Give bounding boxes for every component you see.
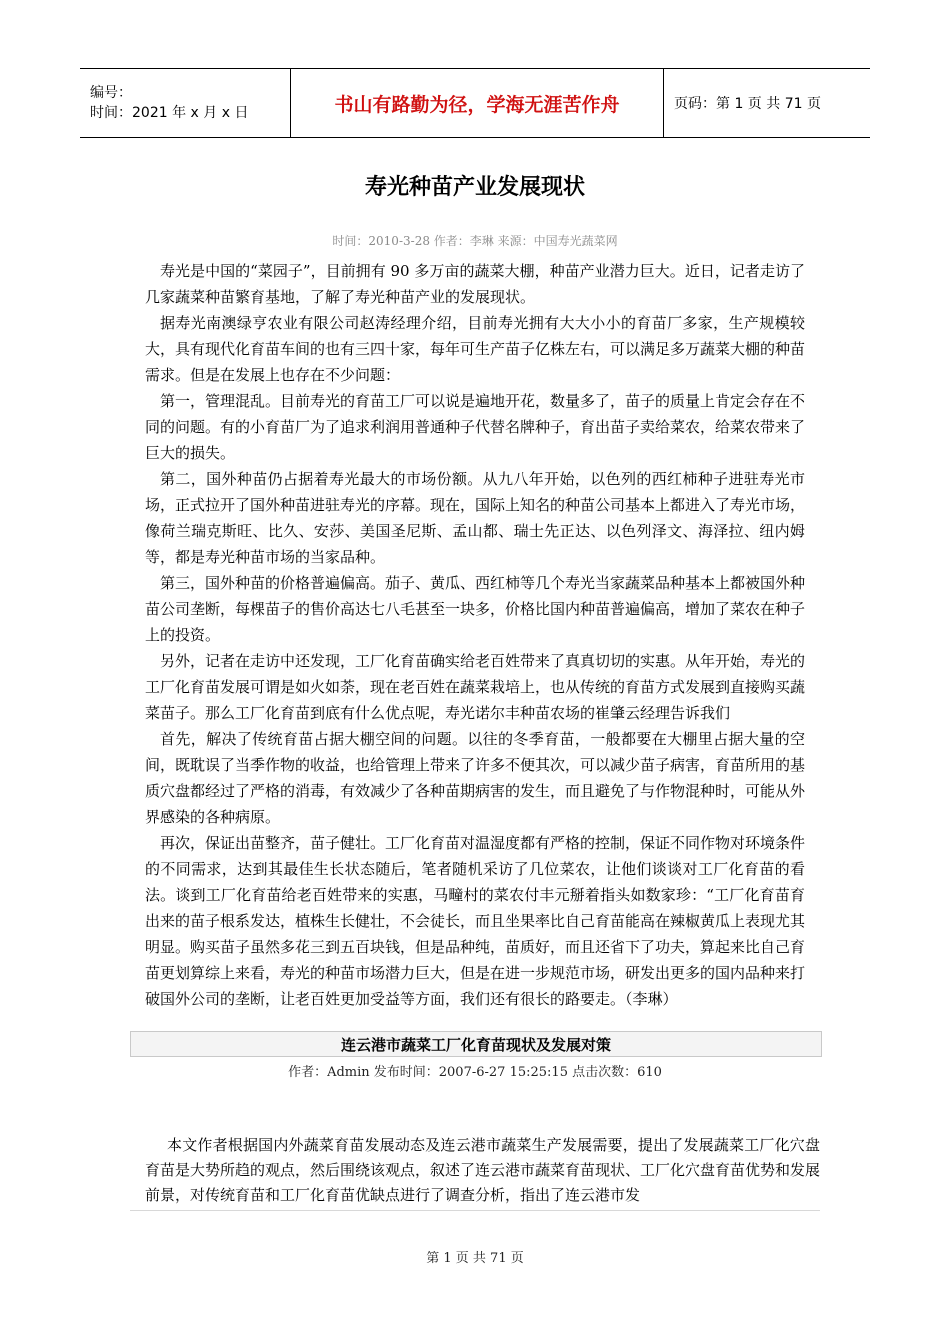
time-label: 时间：2021 年 x 月 x 日: [90, 105, 249, 121]
paragraph: 寿光是中国的“菜园子”，目前拥有 90 多万亩的蔬菜大棚，种苗产业潜力巨大。近日，记者走访了几家蔬菜种苗繁育基地，了解了寿光种苗产业的发展现状。: [145, 262, 805, 306]
sub-article-title: 连云港市蔬菜工厂化育苗现状及发展对策: [340, 1035, 611, 1054]
number-label: 编号：: [90, 85, 132, 101]
article-title: 寿光种苗产业发展现状: [364, 175, 585, 200]
sub-article-meta: 作者：Admin 发布时间：2007-6-27 15:25:15 点击次数：610: [288, 1065, 662, 1080]
header-info-cell: [80, 69, 290, 137]
sub-article-abstract: [145, 1133, 820, 1208]
sub-article-title-bar: [130, 1031, 822, 1057]
article-body: [145, 258, 805, 1012]
header-table: [80, 68, 870, 138]
divider: [130, 1210, 820, 1211]
motto-cell: [290, 69, 664, 137]
paragraph: 再次，保证出苗整齐，苗子健壮。工厂化育苗对温湿度都有严格的控制，保证不同作物对环境条件的不同需求，达到其最佳生长状态随后，笔者随机采访了几位菜农，让他们谈谈对工厂化育苗的看法。谈到工厂化育苗给老百姓带来的实惠，马疃村的菜农付丰元掰着指头如数家珍：“工厂化育苗育出来的苗子根系发达，植株生长健壮，不会徒长，而且坐果率比自己育苗能高在辣椒黄瓜上表现尤其明显。购买苗子虽然多花三到五百块钱，但是品种纯，苗质好，而且还省下了功夫，算起来比自己育苗更划算综上来看，寿光的种苗市场潜力巨大，但是在进一步规范市场，研发出更多的国内品种来打破国外公司的垄断，让老百姓更加受益等方面，我们还有很长的路要走。（李琳）: [145, 834, 806, 1008]
paragraph: 另外，记者在走访中还发现，工厂化育苗确实给老百姓带来了真真切切的实惠。从年开始，寿光的工厂化育苗发展可谓是如火如荼，现在老百姓在蔬菜栽培上，也从传统的育苗方式发展到直接购买蔬菜苗子。那么工厂化育苗到底有什么优点呢，寿光诺尔丰种苗农场的崔肇云经理告诉我们: [145, 652, 806, 722]
motto-text: 书山有路勤为径，学海无涯苦作舟: [334, 93, 620, 116]
abstract-paragraph: 本文作者根据国内外蔬菜育苗发展动态及连云港市蔬菜生产发展需要，提出了发展蔬菜工厂化穴盘育苗是大势所趋的观点，然后围绕该观点，叙述了连云港市蔬菜育苗现状、工厂化穴盘育苗优势和发展前景，对传统育苗和工厂化育苗优缺点进行了调查分析，指出了连云港市发: [145, 1136, 821, 1204]
paragraph: 据寿光南澳绿亨农业有限公司赵涛经理介绍，目前寿光拥有大大小小的育苗厂多家，生产规模较大，具有现代化育苗车间的也有三四十家，每年可生产苗子亿株左右，可以满足多万蔬菜大棚的种苗需求。但是在发展上也存在不少问题：: [145, 314, 806, 384]
paragraph: 第三，国外种苗的价格普遍偏高。茄子、黄瓜、西红柿等几个寿光当家蔬菜品种基本上都被国外种苗公司垄断，每棵苗子的售价高达七八毛甚至一块多，价格比国内种苗普遍偏高，增加了菜农在种子上的投资。: [145, 574, 806, 644]
page-number-cell: [664, 69, 870, 137]
paragraph: 第一，管理混乱。目前寿光的育苗工厂可以说是遍地开花，数量多了，苗子的质量上肯定会存在不同的问题。有的小育苗厂为了追求利润用普通种子代替名牌种子，育出苗子卖给菜农，给菜农带来了巨大的损失。: [145, 392, 806, 462]
paragraph: 第二，国外种苗仍占据着寿光最大的市场份额。从九八年开始，以色列的西红柿种子进驻寿光市场，正式拉开了国外种苗进驻寿光的序幕。现在，国际上知名的种苗公司基本上都进入了寿光市场，像荷兰瑞克斯旺、比久、安莎、美国圣尼斯、孟山都、瑞士先正达、以色列泽文、海泽拉、纽内姆等，都是寿光种苗市场的当家品种。: [145, 470, 806, 566]
article-meta: 时间：2010-3-28 作者：李琳 来源：中国寿光蔬菜网: [332, 234, 618, 248]
paragraph: 首先，解决了传统育苗占据大棚空间的问题。以往的冬季育苗，一般都要在大棚里占据大量的空间，既耽误了当季作物的收益，也给管理上带来了许多不便其次，可以减少苗子病害，育苗所用的基质穴盘都经过了严格的消毒，有效减少了各种苗期病害的发生，而且避免了与作物混种时，可能从外界感染的各种病原。: [145, 730, 806, 826]
page-number-label: 页码：第 1 页 共 71 页: [674, 96, 821, 112]
page-footer: 第 1 页 共 71 页: [426, 1251, 524, 1266]
